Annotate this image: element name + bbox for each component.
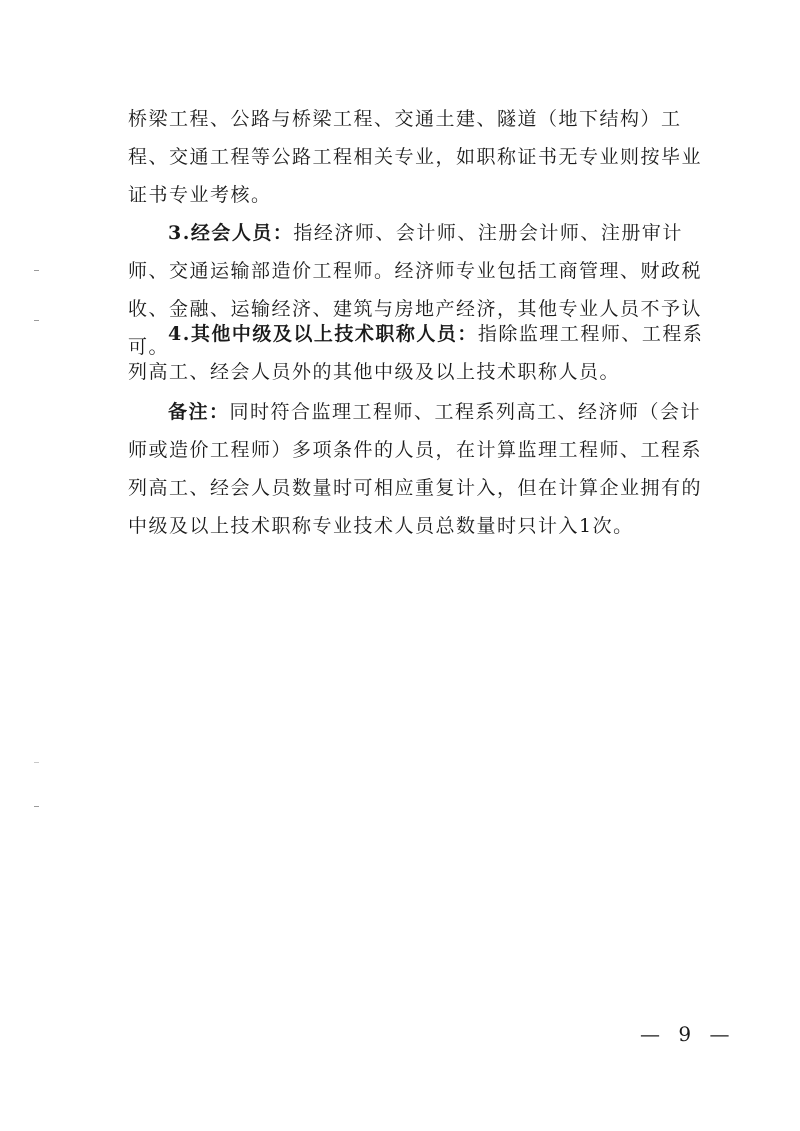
paragraph-heading: 4.其他中级及以上技术职称人员： <box>168 323 478 345</box>
paragraph-heading: 备注： <box>168 401 230 423</box>
paragraph-heading: 3.经会人员： <box>168 222 294 244</box>
paragraph-text: 同时符合监理工程师、工程系列高工、经济师（会计师或造价工程师）多项条件的人员，在计算监理工程师、工程系列高工、经会人员数量时可相应重复计入，但在计算企业拥有的中级及以上技术职称专业技术人员总数量时只计入1次。 <box>128 401 703 537</box>
binding-mark <box>34 320 39 321</box>
binding-mark <box>34 270 39 271</box>
binding-mark <box>34 806 39 807</box>
paragraph-text: 桥梁工程、公路与桥梁工程、交通土建、隧道（地下结构）工程、交通工程等公路工程相关专业，如职称证书无专业则按毕业证书专业考核。 <box>128 108 703 206</box>
paragraph-text: 指除监理工程师、工程系列高工、经会人员外的其他中级及以上技术职称人员。 <box>128 323 704 383</box>
paragraph-engineering-majors <box>128 100 716 214</box>
paragraph-other-technical-staff <box>128 315 716 391</box>
paragraph-text: 指经济师、会计师、注册会计师、注册审计师、交通运输部造价工程师。经济师专业包括工商管理、财政税收、金融、运输经济、建筑与房地产经济，其他专业人员不予认可。 <box>128 222 703 358</box>
paragraph-remarks <box>128 393 716 545</box>
page-number: — 9 — <box>640 1022 736 1046</box>
binding-mark <box>34 762 39 763</box>
